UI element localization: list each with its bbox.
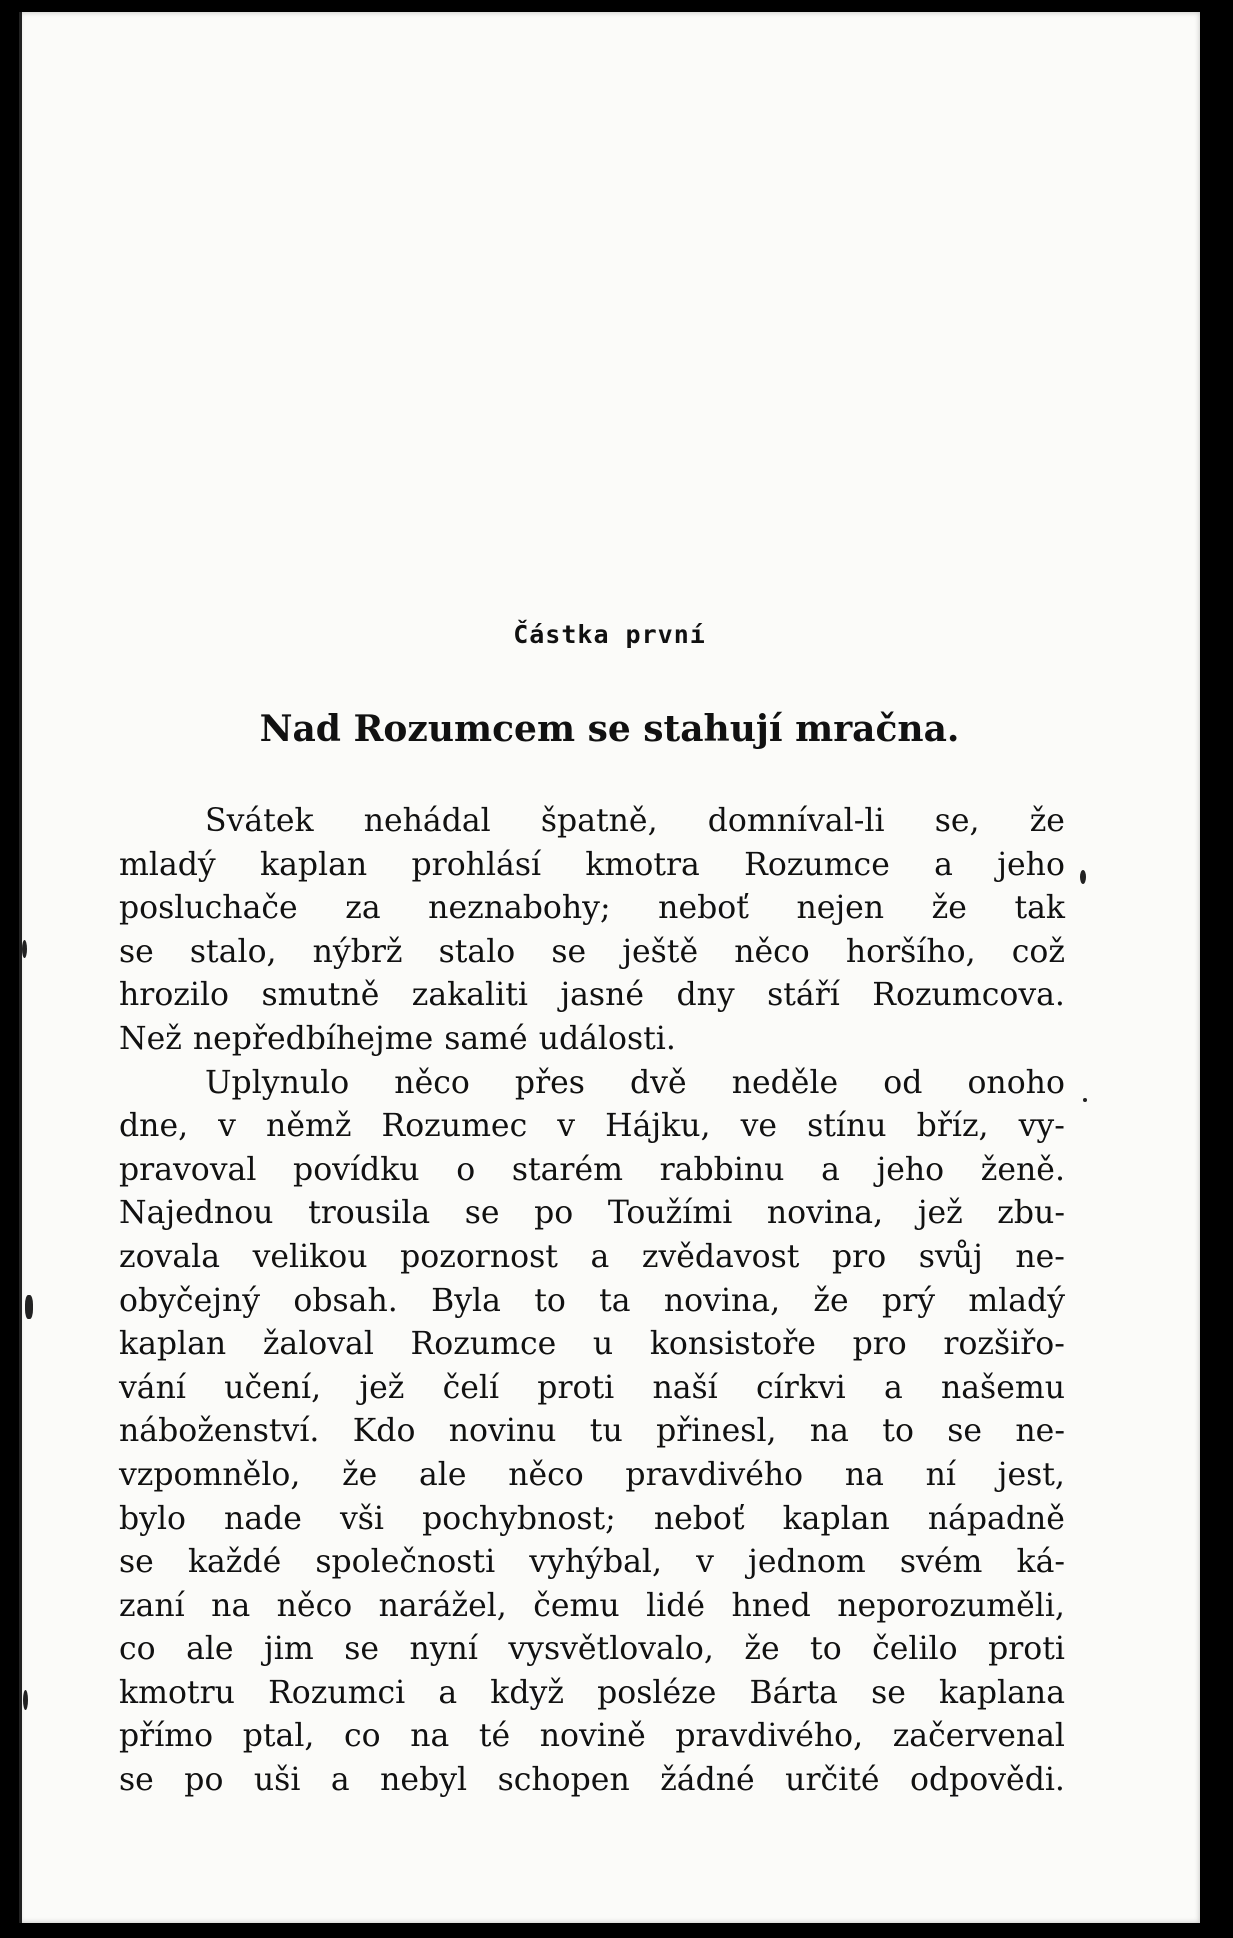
word: vy- [1018,1108,1065,1145]
text-line [119,1672,1065,1716]
word: nehádal [363,803,491,839]
word: pozornost [400,1238,558,1275]
word: Najednou [119,1195,274,1232]
word: bříz, [916,1108,989,1145]
word: němž [266,1108,352,1145]
word: jeho [876,1151,945,1188]
word: nejen [796,890,885,927]
word: smutně [261,977,380,1014]
text-line [119,1192,1065,1236]
scan-speck [25,1295,33,1319]
word: za [345,890,381,927]
text-line [119,1541,1065,1585]
word: pro [832,1238,887,1275]
word: v [218,1108,236,1145]
word: ta [599,1282,631,1319]
word: nápadně [927,1500,1065,1537]
word: dny [676,977,735,1014]
word: uši [253,1762,301,1799]
word: něco [276,1587,353,1624]
word: prý [881,1282,935,1319]
word: velikou [252,1238,368,1275]
text-line [119,931,1065,975]
word: to [810,1631,842,1668]
word: na [410,1718,450,1755]
word: onoho [967,1064,1065,1101]
word: přes [514,1064,585,1101]
word: novinu [448,1413,557,1450]
word: bylo [119,1500,186,1537]
word: ká- [1016,1544,1065,1581]
text-line [119,1018,1065,1062]
word: svém [899,1544,983,1581]
word: něco [394,1064,470,1101]
word: nýbrž [312,933,403,970]
word: neporozuměli, [837,1587,1065,1624]
word: jež [359,1369,405,1406]
word: že [744,1631,780,1668]
word: Rozumcova. [872,977,1065,1014]
word: kaplan [119,1326,227,1363]
word: což [1011,933,1065,970]
word: odpovědi. [910,1762,1065,1799]
text-line [119,1280,1065,1324]
word: určité [785,1762,880,1799]
word: rabbinu [659,1151,785,1188]
word: ní [925,1456,956,1493]
word: narážel, [378,1587,507,1624]
word: se [119,1762,154,1799]
word: se, [934,803,980,839]
word: se [464,1195,500,1232]
word: se [871,1674,906,1711]
word: Rozumec [381,1108,528,1145]
word: Byla [431,1282,501,1319]
scan-speck [23,1690,28,1710]
word: nebyl [380,1762,468,1799]
text-line [119,1454,1065,1498]
word: mladý [119,846,216,883]
word: stalo [438,933,516,970]
word: ale [419,1456,467,1493]
word: něco [508,1456,584,1493]
word: konsistoře [649,1326,816,1363]
word: ženě. [980,1151,1065,1188]
word: proti [988,1631,1065,1668]
word: na [211,1587,251,1624]
word: po [534,1195,574,1232]
word: žaloval [262,1326,374,1363]
word: jest, [997,1456,1065,1493]
text-line [119,1585,1065,1629]
word: hned [731,1587,811,1624]
word: že [1029,803,1065,839]
text-line [119,887,1065,931]
word: jeho [997,846,1065,883]
word: neděle [731,1064,839,1101]
word: našemu [940,1369,1065,1406]
word: události. [538,1020,676,1057]
word: jasné [560,977,645,1014]
word: na [844,1456,884,1493]
word: povídku [293,1151,420,1188]
word: jim [264,1631,314,1668]
word: naší [652,1369,718,1406]
word: jež [917,1195,963,1232]
word: pro [852,1326,907,1363]
scan-speck [22,940,27,958]
word: nyní [409,1631,478,1668]
word: církvi [755,1369,846,1406]
word: mladý [968,1282,1065,1319]
word: kaplan [782,1500,890,1537]
word: novina, [766,1195,884,1232]
word: přinesl, [656,1413,777,1450]
text-line [119,1323,1065,1367]
word: se [947,1413,983,1450]
word: stínu [807,1108,887,1145]
word: a [438,1674,458,1711]
word: u [592,1326,614,1363]
word: a [330,1762,350,1799]
word: neboť [653,1500,745,1537]
word: zaní [119,1587,185,1624]
word: zbu- [997,1195,1065,1232]
text-line [119,1367,1065,1411]
word: posluchače [119,890,298,927]
word: ne- [1015,1238,1065,1275]
text-line [119,1759,1065,1803]
word: novině [539,1718,646,1755]
word: Než [119,1020,182,1057]
word: vzpomnělo, [119,1456,301,1493]
word: když [490,1674,564,1711]
word: té [478,1718,511,1755]
word: posléze [597,1674,717,1711]
text-line [119,1498,1065,1542]
word: zakaliti [411,977,528,1014]
word: a [590,1238,610,1275]
word: Uplynulo [205,1064,350,1101]
scan-speck [1083,1098,1087,1102]
word: kmotru [119,1674,235,1711]
word: pravoval [119,1151,257,1188]
word: nepředbíhejme [192,1020,434,1057]
word: trousila [308,1195,431,1232]
word: vši [339,1500,385,1537]
page-edge [19,12,22,1923]
text-line [119,1149,1065,1193]
word: že [342,1456,378,1493]
word: od [883,1064,923,1101]
word: kmotra [585,846,700,883]
word: v [557,1108,576,1145]
section-label: Částka první [513,620,706,649]
word: schopen [497,1762,630,1799]
word: špatně, [540,803,658,839]
word: horšího, [845,933,976,970]
word: ne- [1015,1413,1065,1450]
word: obyčejný [119,1282,261,1319]
word: rozšiřo- [943,1326,1065,1363]
word: Hájku, [605,1108,711,1145]
word: tak [1014,890,1065,927]
word: stalo, [189,933,277,970]
word: vání [119,1369,186,1406]
word: kaplana [939,1674,1065,1711]
word: svůj [918,1238,983,1275]
word: novina, [663,1282,781,1319]
word: na [809,1413,849,1450]
word: hrozilo [119,977,230,1014]
word: se [119,1544,154,1581]
word: přímo [119,1718,214,1755]
word: neznabohy; [428,890,611,927]
body-text [119,800,1065,1803]
word: Toužími [607,1195,733,1232]
word: prohlásí [411,846,542,883]
book-page [19,12,1200,1923]
word: to [882,1413,914,1450]
word: co [344,1718,381,1755]
word: to [534,1282,566,1319]
word: po [184,1762,224,1799]
word: kaplan [260,846,368,883]
word: náboženství. [119,1413,320,1450]
word: něco [734,933,810,970]
word: Rozumce [744,846,890,883]
text-line [119,800,1065,844]
word: dne, [119,1108,189,1145]
text-line [119,1236,1065,1280]
word: ve [740,1108,778,1145]
word: začervenal [892,1718,1065,1755]
word: pravdivého, [675,1718,864,1755]
word: neboť [658,890,749,927]
text-line [119,1062,1065,1106]
word: Bárta [749,1674,838,1711]
word: čelí [442,1369,500,1406]
word: vyhýbal, [529,1544,662,1581]
word: dvě [630,1064,687,1101]
word: se [344,1631,379,1668]
word: Svátek [205,803,314,839]
word: tu [589,1413,623,1450]
word: proti [537,1369,615,1406]
word: se [551,933,587,970]
text-line [119,1715,1065,1759]
word: žádné [660,1762,755,1799]
text-line [119,1410,1065,1454]
word: učení, [224,1369,322,1406]
word: Rozumce [410,1326,557,1363]
chapter-title: Nad Rozumcem se stahují mračna. [259,708,960,750]
word: o [456,1151,476,1188]
text-line [119,1105,1065,1149]
word: lidé [646,1587,706,1624]
word: se [119,933,154,970]
word: každé [187,1544,282,1581]
word: ale [186,1631,234,1668]
word: zvědavost [641,1238,800,1275]
scan-speck [1080,870,1086,884]
word: a [821,1151,840,1188]
word: Rozumci [268,1674,406,1711]
word: stáří [767,977,840,1014]
word: že [931,890,967,927]
word: pochybnost; [422,1500,616,1537]
word: a [934,846,953,883]
text-line [119,1628,1065,1672]
word: v [696,1544,714,1581]
word: čelilo [872,1631,958,1668]
word: že [813,1282,849,1319]
word: společnosti [315,1544,496,1581]
text-line [119,844,1065,888]
word: ještě [622,933,699,970]
word: a [883,1369,903,1406]
word: jednom [748,1544,866,1581]
word: starém [511,1151,623,1188]
word: domníval-li [707,803,885,839]
word: zovala [119,1238,220,1275]
word: ptal, [242,1718,315,1755]
word: pravdivého [625,1456,804,1493]
word: nade [224,1500,302,1537]
word: obsah. [293,1282,398,1319]
word: co [119,1631,156,1668]
word: samé [444,1020,528,1057]
word: Kdo [352,1413,416,1450]
text-line [119,974,1065,1018]
word: čemu [533,1587,620,1624]
word: vysvětlovalo, [508,1631,714,1668]
